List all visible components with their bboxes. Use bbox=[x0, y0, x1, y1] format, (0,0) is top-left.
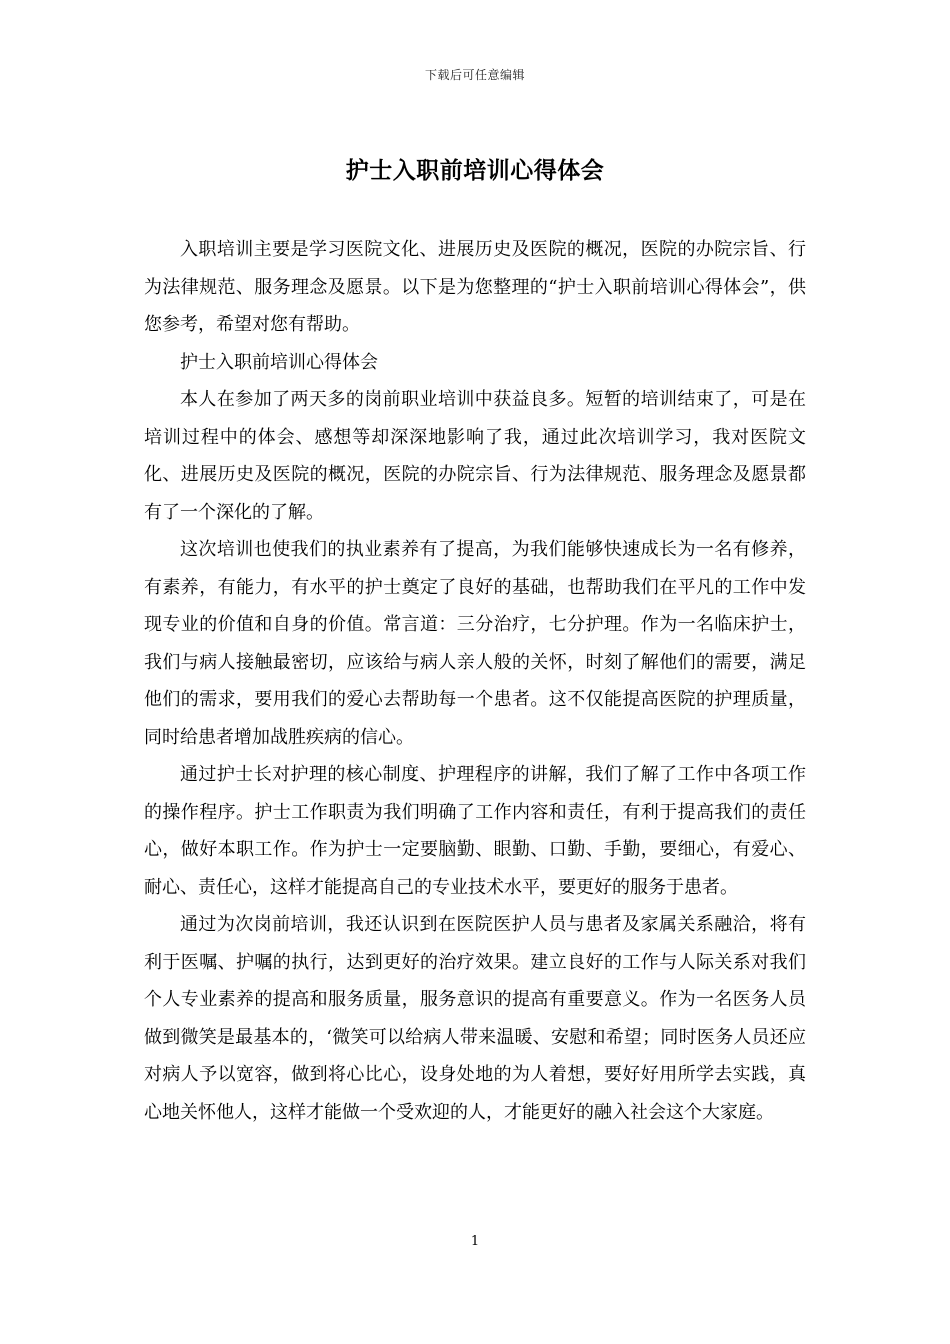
intro-paragraph: 入职培训主要是学习医院文化、进展历史及医院的概况，医院的办院宗旨、行为法律规范、服务理念及愿景。以下是为您整理的“护士入职前培训心得体会”，供您参考，希望对您有帮助。 bbox=[144, 239, 806, 335]
document-title: 护士入职前培训心得体会 bbox=[345, 157, 605, 184]
document-body bbox=[144, 231, 806, 1131]
body-paragraph: 通过护士长对护理的核心制度、护理程序的讲解，我们了解了工作中各项工作的操作程序。护士工作职责为我们明确了工作内容和责任，有利于提高我们的责任心，做好本职工作。作为护士一定要脑勤、眼勤、口勤、手勤，要细心，有爱心、耐心、责任心，这样才能提高自己的专业技术水平，要更好的服务于患者。 bbox=[144, 764, 806, 898]
body-paragraph: 通过为次岗前培训，我还认识到在医院医护人员与患者及家属关系融洽，将有利于医嘱、护嘱的执行，达到更好的治疗效果。建立良好的工作与人际关系对我们个人专业素养的提高和服务质量，服务意识的提高有重要意义。作为一名医务人员做到微笑是最基本的，‘微笑可以给病人带来温暖、安慰和希望；同时医务人员还应对病人予以宽容，做到将心比心，设身处地的为人着想，要好好用所学去实践，真心地关怀他人，这样才能做一个受欢迎的人，才能更好的融入社会这个大家庭。 bbox=[144, 914, 806, 1123]
header-note: 下载后可任意编辑 bbox=[424, 68, 525, 82]
page-number: 1 bbox=[470, 1234, 480, 1249]
subheading-paragraph: 护士入职前培训心得体会 bbox=[180, 351, 378, 373]
body-paragraph: 本人在参加了两天多的岗前职业培训中获益良多。短暂的培训结束了，可是在培训过程中的体会、感想等却深深地影响了我，通过此次培训学习，我对医院文化、进展历史及医院的概况，医院的办院宗旨、行为法律规范、服务理念及愿景都有了一个深化的了解。 bbox=[144, 389, 806, 523]
body-paragraph: 这次培训也使我们的执业素养有了提高，为我们能够快速成长为一名有修养，有素养，有能力，有水平的护士奠定了良好的基础，也帮助我们在平凡的工作中发现专业的价值和自身的价值。常言道：三分治疗，七分护理。作为一名临床护士，我们与病人接触最密切，应该给与病人亲人般的关怀，时刻了解他们的需要，满足他们的需求，要用我们的爱心去帮助每一个患者。这不仅能提高医院的护理质量，同时给患者增加战胜疾病的信心。 bbox=[144, 539, 806, 748]
